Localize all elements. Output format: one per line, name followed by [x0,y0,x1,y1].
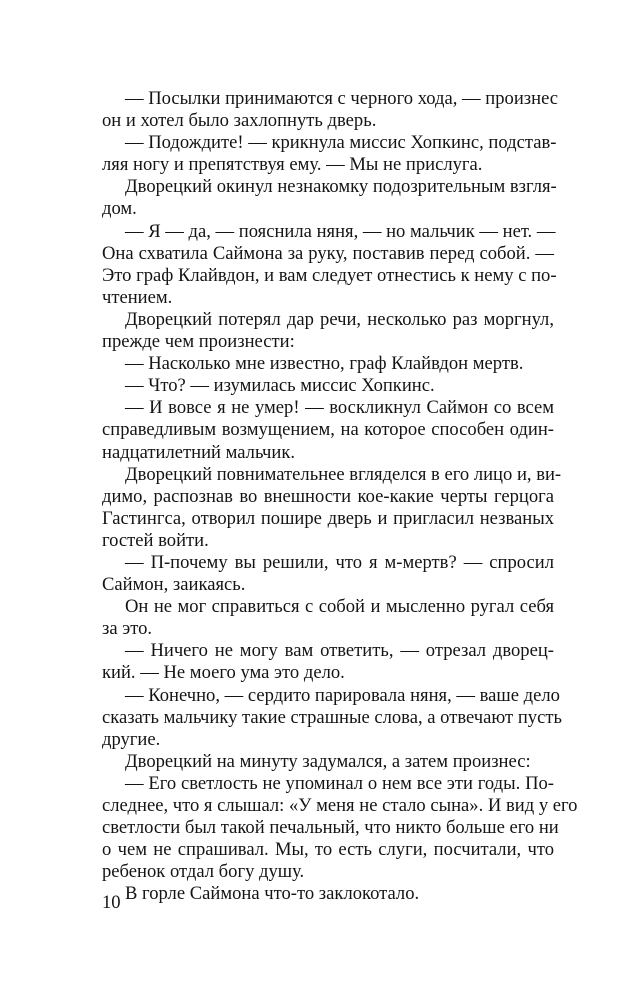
paragraph [102,463,562,552]
text-line: — П-почему вы решили, что я м-мертв? — спросил [125,551,554,573]
text-line: — Я — да, — пояснила няня, — но мальчик — нет. — [125,220,556,242]
paragraph [102,552,554,596]
text-line: Она схватила Саймона за руку, поставив перед собой. — [102,242,554,264]
text-line: чтением. [102,286,173,308]
text-line: Гастингса, отворил пошире дверь и пригласил незваных [102,507,554,529]
paragraph [102,353,554,375]
text-line: ребенок отдал богу душу. [102,861,305,883]
paragraph [102,596,554,640]
text-line: Дворецкий на минуту задумался, а затем произнес: [125,750,531,772]
text-line: Это граф Клайвдон, и вам следует отнестись к нему с по- [102,264,557,286]
text-line: о чем не спрашивал. Мы, то есть слуги, посчитали, что [102,839,554,861]
text-line: — Подождите! — крикнула миссис Хопкинс, подстав- [125,132,557,154]
text-line: прежде чем произнести: [102,331,295,353]
text-line: светлости был такой печальный, что никто больше его ни [102,817,559,839]
text-line: — Посылки принимаются с черного хода, — произнес [125,88,559,109]
page-number: 10 [102,892,121,913]
text-line: — Его светлость не упоминал о нем все эти годы. По- [125,772,554,794]
paragraph [102,751,554,773]
text-line: — Что? — изумилась миссис Хопкинс. [125,375,435,397]
text-line: — И вовсе я не умер! — воскликнул Саймон со всем [125,397,554,419]
paragraph [102,397,554,463]
text-line: — Конечно, — сердито парировала няня, — ваше дело [125,684,560,706]
paragraph [102,309,554,353]
paragraph [102,132,557,176]
text-line: — Насколько мне известно, граф Клайвдон мертв. [125,353,524,375]
text-line: ляя ногу и препятствуя ему. — Мы не прислуга. [102,154,483,176]
text-line: Саймон, заикаясь. [102,574,246,596]
text-line: димо, распознав во внешности кое-какие черты герцога [102,485,554,507]
paragraph [102,220,557,309]
text-line: Дворецкий повнимательнее вгляделся в его лицо и, ви- [125,463,562,485]
paragraph [102,176,557,220]
paragraph [102,772,578,883]
text-line: другие. [102,728,161,750]
text-line: Дворецкий окинул незнакомку подозрительным взгля- [125,176,557,198]
paragraph [102,375,554,397]
text-line: Дворецкий потерял дар речи, несколько раз моргнул, [125,308,554,330]
text-line: кий. — Не моего ума это дело. [102,662,345,684]
page-body [102,88,578,905]
paragraph [102,88,559,132]
text-line: сказать мальчику такие страшные слова, а отвечают пусть [102,706,562,728]
text-line: он и хотел было захлопнуть дверь. [102,110,377,132]
text-line: В горле Саймона что-то заклокотало. [125,883,420,905]
text-line: справедливым возмущением, на которое способен один- [102,419,554,441]
text-line: гостей войти. [102,529,209,551]
paragraph [102,640,554,684]
paragraph [102,883,554,905]
text-line: дом. [102,198,137,220]
text-line: надцатилетний мальчик. [102,441,296,463]
text-line: — Ничего не могу вам ответить, — отрезал дворец- [125,640,554,662]
text-line: за это. [102,618,153,640]
text-line: Он не мог справиться с собой и мысленно ругал себя [125,596,554,618]
text-line: следнее, что я слышал: «У меня не стало сына». И вид у его [102,795,578,816]
paragraph [102,684,562,751]
